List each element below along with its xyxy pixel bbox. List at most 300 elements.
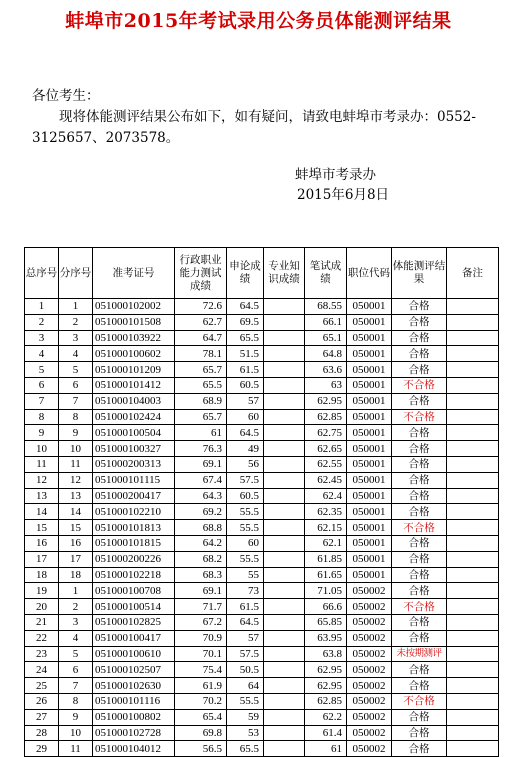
cell-written-score: 66.6 (305, 599, 347, 615)
table-row (25, 456, 499, 472)
cell-professional-score (264, 299, 305, 315)
cell-professional-score (264, 504, 305, 520)
cell-ticket-no: 051000104012 (93, 741, 175, 757)
cell-ticket-no: 051000103922 (93, 330, 175, 346)
cell-essay-score: 57.5 (227, 646, 264, 662)
cell-sub-no: 16 (59, 535, 93, 551)
cell-ticket-no: 051000100327 (93, 441, 175, 457)
cell-position-code: 050002 (347, 678, 392, 694)
table-row (25, 535, 499, 551)
cell-aptitude-score: 69.2 (175, 504, 227, 520)
cell-essay-score: 60 (227, 535, 264, 551)
cell-total-no: 3 (25, 330, 59, 346)
cell-total-no: 21 (25, 614, 59, 630)
cell-total-no: 9 (25, 425, 59, 441)
cell-aptitude-score: 65.4 (175, 709, 227, 725)
table-row (25, 614, 499, 630)
cell-professional-score (264, 377, 305, 393)
cell-professional-score (264, 393, 305, 409)
cell-written-score: 62.95 (305, 662, 347, 678)
cell-sub-no: 12 (59, 472, 93, 488)
table-header-row (25, 248, 499, 299)
cell-fitness-result: 合格 (392, 441, 447, 457)
cell-position-code: 050001 (347, 551, 392, 567)
cell-written-score: 62.45 (305, 472, 347, 488)
table-row (25, 441, 499, 457)
table-row (25, 630, 499, 646)
page-title: 蚌埠市2015年考试录用公务员体能测评结果 (65, 10, 452, 32)
cell-total-no: 13 (25, 488, 59, 504)
cell-fitness-result: 合格 (392, 614, 447, 630)
cell-fitness-result: 合格 (392, 362, 447, 378)
cell-position-code: 050001 (347, 520, 392, 536)
cell-remark (447, 299, 499, 315)
table-row (25, 646, 499, 662)
cell-position-code: 050001 (347, 567, 392, 583)
cell-total-no: 6 (25, 377, 59, 393)
cell-remark (447, 551, 499, 567)
cell-fitness-result: 合格 (392, 346, 447, 362)
cell-written-score: 68.55 (305, 299, 347, 315)
header-sub-no: 分序号 (59, 248, 93, 299)
cell-essay-score: 56 (227, 456, 264, 472)
table-row (25, 346, 499, 362)
cell-sub-no: 14 (59, 504, 93, 520)
cell-written-score: 62.2 (305, 709, 347, 725)
cell-sub-no: 9 (59, 425, 93, 441)
cell-sub-no: 10 (59, 441, 93, 457)
cell-remark (447, 567, 499, 583)
signature (295, 165, 389, 205)
header-fitness-result: 体能测评结果 (392, 248, 447, 299)
cell-fitness-result: 合格 (392, 662, 447, 678)
cell-remark (447, 614, 499, 630)
cell-position-code: 050001 (347, 299, 392, 315)
cell-ticket-no: 051000100514 (93, 599, 175, 615)
cell-remark (447, 709, 499, 725)
cell-ticket-no: 051000100610 (93, 646, 175, 662)
cell-written-score: 65.85 (305, 614, 347, 630)
cell-total-no: 29 (25, 741, 59, 757)
cell-fitness-result: 不合格 (392, 409, 447, 425)
cell-position-code: 050001 (347, 362, 392, 378)
cell-essay-score: 57 (227, 630, 264, 646)
cell-aptitude-score: 65.7 (175, 409, 227, 425)
cell-written-score: 63.95 (305, 630, 347, 646)
cell-remark (447, 599, 499, 615)
cell-professional-score (264, 441, 305, 457)
cell-remark (447, 425, 499, 441)
cell-position-code: 050001 (347, 535, 392, 551)
cell-fitness-result: 不合格 (392, 377, 447, 393)
cell-ticket-no: 051000102630 (93, 678, 175, 694)
cell-fitness-result: 合格 (392, 504, 447, 520)
cell-position-code: 050002 (347, 614, 392, 630)
cell-position-code: 050002 (347, 725, 392, 741)
cell-total-no: 11 (25, 456, 59, 472)
cell-essay-score: 55.5 (227, 504, 264, 520)
cell-remark (447, 314, 499, 330)
cell-position-code: 050002 (347, 599, 392, 615)
table-row (25, 599, 499, 615)
cell-sub-no: 2 (59, 314, 93, 330)
cell-position-code: 050002 (347, 662, 392, 678)
cell-professional-score (264, 599, 305, 615)
cell-professional-score (264, 725, 305, 741)
header-written-score: 笔试成绩 (305, 248, 347, 299)
notice-greeting: 各位考生： (32, 88, 100, 104)
cell-remark (447, 346, 499, 362)
cell-essay-score: 49 (227, 441, 264, 457)
cell-remark (447, 583, 499, 599)
cell-total-no: 22 (25, 630, 59, 646)
cell-remark (447, 377, 499, 393)
cell-ticket-no: 051000100417 (93, 630, 175, 646)
cell-essay-score: 60.5 (227, 488, 264, 504)
cell-ticket-no: 051000104003 (93, 393, 175, 409)
cell-professional-score (264, 709, 305, 725)
table-row (25, 409, 499, 425)
cell-written-score: 62.95 (305, 678, 347, 694)
cell-position-code: 050001 (347, 456, 392, 472)
table-row (25, 330, 499, 346)
cell-written-score: 66.1 (305, 314, 347, 330)
cell-ticket-no: 051000100504 (93, 425, 175, 441)
cell-essay-score: 61.5 (227, 599, 264, 615)
cell-total-no: 2 (25, 314, 59, 330)
cell-essay-score: 73 (227, 583, 264, 599)
results-table (24, 247, 499, 757)
cell-sub-no: 3 (59, 330, 93, 346)
cell-total-no: 18 (25, 567, 59, 583)
cell-position-code: 050001 (347, 393, 392, 409)
cell-sub-no: 5 (59, 646, 93, 662)
cell-aptitude-score: 65.7 (175, 362, 227, 378)
cell-total-no: 19 (25, 583, 59, 599)
cell-position-code: 050001 (347, 488, 392, 504)
cell-essay-score: 60.5 (227, 377, 264, 393)
table-row (25, 472, 499, 488)
cell-aptitude-score: 70.2 (175, 693, 227, 709)
cell-fitness-result: 合格 (392, 299, 447, 315)
cell-aptitude-score: 78.1 (175, 346, 227, 362)
cell-sub-no: 5 (59, 362, 93, 378)
cell-aptitude-score: 70.1 (175, 646, 227, 662)
table-row (25, 583, 499, 599)
cell-ticket-no: 051000102210 (93, 504, 175, 520)
cell-aptitude-score: 67.2 (175, 614, 227, 630)
cell-professional-score (264, 630, 305, 646)
cell-essay-score: 64.5 (227, 299, 264, 315)
table-row (25, 362, 499, 378)
cell-position-code: 050001 (347, 346, 392, 362)
cell-aptitude-score: 76.3 (175, 441, 227, 457)
table-row (25, 725, 499, 741)
cell-remark (447, 441, 499, 457)
cell-professional-score (264, 456, 305, 472)
cell-sub-no: 3 (59, 614, 93, 630)
cell-sub-no: 4 (59, 346, 93, 362)
cell-sub-no: 1 (59, 583, 93, 599)
cell-position-code: 050001 (347, 441, 392, 457)
cell-fitness-result: 不合格 (392, 693, 447, 709)
cell-sub-no: 15 (59, 520, 93, 536)
cell-professional-score (264, 678, 305, 694)
cell-total-no: 1 (25, 299, 59, 315)
cell-fitness-result: 合格 (392, 741, 447, 757)
cell-essay-score: 59 (227, 709, 264, 725)
cell-ticket-no: 051000102002 (93, 299, 175, 315)
cell-written-score: 71.05 (305, 583, 347, 599)
cell-professional-score (264, 693, 305, 709)
cell-written-score: 62.95 (305, 393, 347, 409)
cell-fitness-result: 合格 (392, 725, 447, 741)
cell-ticket-no: 051000101815 (93, 535, 175, 551)
cell-aptitude-score: 64.2 (175, 535, 227, 551)
cell-written-score: 64.8 (305, 346, 347, 362)
cell-sub-no: 7 (59, 678, 93, 694)
cell-essay-score: 69.5 (227, 314, 264, 330)
table-row (25, 693, 499, 709)
cell-professional-score (264, 425, 305, 441)
table-row (25, 425, 499, 441)
header-ticket-no: 准考证号 (93, 248, 175, 299)
cell-written-score: 61 (305, 741, 347, 757)
cell-professional-score (264, 409, 305, 425)
table-row (25, 678, 499, 694)
cell-position-code: 050002 (347, 646, 392, 662)
cell-total-no: 28 (25, 725, 59, 741)
cell-remark (447, 520, 499, 536)
header-total-no: 总序号 (25, 248, 59, 299)
cell-position-code: 050001 (347, 314, 392, 330)
cell-professional-score (264, 488, 305, 504)
cell-position-code: 050001 (347, 377, 392, 393)
table-row (25, 662, 499, 678)
cell-remark (447, 693, 499, 709)
cell-sub-no: 8 (59, 409, 93, 425)
cell-ticket-no: 051000101412 (93, 377, 175, 393)
cell-total-no: 23 (25, 646, 59, 662)
cell-written-score: 62.35 (305, 504, 347, 520)
cell-ticket-no: 051000102825 (93, 614, 175, 630)
cell-essay-score: 55.5 (227, 693, 264, 709)
cell-position-code: 050001 (347, 409, 392, 425)
cell-aptitude-score: 61.9 (175, 678, 227, 694)
table-row (25, 299, 499, 315)
cell-professional-score (264, 472, 305, 488)
cell-remark (447, 678, 499, 694)
cell-position-code: 050002 (347, 741, 392, 757)
cell-essay-score: 57 (227, 393, 264, 409)
header-aptitude-score: 行政职业能力测试成绩 (175, 248, 227, 299)
cell-aptitude-score: 72.6 (175, 299, 227, 315)
cell-total-no: 15 (25, 520, 59, 536)
cell-remark (447, 741, 499, 757)
cell-fitness-result: 合格 (392, 472, 447, 488)
cell-aptitude-score: 64.7 (175, 330, 227, 346)
cell-total-no: 20 (25, 599, 59, 615)
cell-remark (447, 630, 499, 646)
cell-professional-score (264, 520, 305, 536)
cell-total-no: 24 (25, 662, 59, 678)
table-row (25, 393, 499, 409)
cell-fitness-result: 合格 (392, 425, 447, 441)
cell-aptitude-score: 68.2 (175, 551, 227, 567)
cell-fitness-result: 合格 (392, 583, 447, 599)
cell-total-no: 16 (25, 535, 59, 551)
cell-professional-score (264, 662, 305, 678)
cell-aptitude-score: 69.1 (175, 583, 227, 599)
cell-remark (447, 362, 499, 378)
cell-sub-no: 4 (59, 630, 93, 646)
cell-essay-score: 65.5 (227, 741, 264, 757)
cell-total-no: 25 (25, 678, 59, 694)
cell-essay-score: 50.5 (227, 662, 264, 678)
cell-remark (447, 456, 499, 472)
cell-position-code: 050002 (347, 583, 392, 599)
cell-sub-no: 9 (59, 709, 93, 725)
cell-fitness-result: 不合格 (392, 599, 447, 615)
cell-total-no: 10 (25, 441, 59, 457)
cell-essay-score: 61.5 (227, 362, 264, 378)
cell-fitness-result: 合格 (392, 567, 447, 583)
notice-body: 现将体能测评结果公布如下，如有疑问，请致电蚌埠市考录办：0552-3125657、2073578。 (32, 109, 476, 146)
cell-ticket-no: 051000102424 (93, 409, 175, 425)
cell-sub-no: 1 (59, 299, 93, 315)
cell-fitness-result: 合格 (392, 678, 447, 694)
cell-aptitude-score: 64.3 (175, 488, 227, 504)
cell-remark (447, 535, 499, 551)
cell-ticket-no: 051000200313 (93, 456, 175, 472)
cell-remark (447, 488, 499, 504)
cell-ticket-no: 051000101115 (93, 472, 175, 488)
cell-professional-score (264, 646, 305, 662)
cell-fitness-result: 合格 (392, 330, 447, 346)
cell-written-score: 62.85 (305, 409, 347, 425)
cell-aptitude-score: 67.4 (175, 472, 227, 488)
cell-sub-no: 7 (59, 393, 93, 409)
cell-written-score: 61.4 (305, 725, 347, 741)
cell-aptitude-score: 69.1 (175, 456, 227, 472)
cell-total-no: 17 (25, 551, 59, 567)
table-row (25, 504, 499, 520)
cell-written-score: 62.85 (305, 693, 347, 709)
cell-written-score: 65.1 (305, 330, 347, 346)
cell-sub-no: 10 (59, 725, 93, 741)
cell-ticket-no: 051000200226 (93, 551, 175, 567)
cell-remark (447, 504, 499, 520)
cell-aptitude-score: 61 (175, 425, 227, 441)
cell-position-code: 050002 (347, 709, 392, 725)
cell-professional-score (264, 535, 305, 551)
cell-written-score: 63.6 (305, 362, 347, 378)
header-essay-score: 申论成绩 (227, 248, 264, 299)
cell-sub-no: 13 (59, 488, 93, 504)
cell-professional-score (264, 346, 305, 362)
cell-sub-no: 2 (59, 599, 93, 615)
cell-aptitude-score: 68.3 (175, 567, 227, 583)
cell-fitness-result: 合格 (392, 488, 447, 504)
cell-ticket-no: 051000102218 (93, 567, 175, 583)
cell-essay-score: 55 (227, 567, 264, 583)
cell-fitness-result: 合格 (392, 535, 447, 551)
cell-essay-score: 53 (227, 725, 264, 741)
cell-written-score: 61.65 (305, 567, 347, 583)
cell-position-code: 050002 (347, 693, 392, 709)
cell-remark (447, 330, 499, 346)
cell-fitness-result: 合格 (392, 456, 447, 472)
signature-org: 蚌埠市考录办 (295, 167, 376, 183)
cell-aptitude-score: 69.8 (175, 725, 227, 741)
cell-position-code: 050001 (347, 330, 392, 346)
cell-essay-score: 60 (227, 409, 264, 425)
cell-professional-score (264, 314, 305, 330)
cell-essay-score: 57.5 (227, 472, 264, 488)
cell-fitness-result: 合格 (392, 709, 447, 725)
cell-written-score: 63 (305, 377, 347, 393)
cell-aptitude-score: 68.9 (175, 393, 227, 409)
cell-fitness-result: 合格 (392, 630, 447, 646)
cell-remark (447, 646, 499, 662)
cell-ticket-no: 051000100708 (93, 583, 175, 599)
cell-total-no: 7 (25, 393, 59, 409)
cell-ticket-no: 051000101813 (93, 520, 175, 536)
table-row (25, 551, 499, 567)
table-row (25, 520, 499, 536)
cell-fitness-result: 合格 (392, 314, 447, 330)
cell-essay-score: 65.5 (227, 330, 264, 346)
cell-total-no: 12 (25, 472, 59, 488)
cell-remark (447, 662, 499, 678)
cell-remark (447, 393, 499, 409)
cell-professional-score (264, 362, 305, 378)
signature-date: 2015年6月8日 (297, 187, 390, 203)
cell-written-score: 62.65 (305, 441, 347, 457)
cell-remark (447, 409, 499, 425)
cell-ticket-no: 051000200417 (93, 488, 175, 504)
cell-essay-score: 64.5 (227, 425, 264, 441)
cell-remark (447, 725, 499, 741)
cell-fitness-result: 合格 (392, 551, 447, 567)
cell-sub-no: 6 (59, 662, 93, 678)
cell-sub-no: 11 (59, 456, 93, 472)
cell-essay-score: 64.5 (227, 614, 264, 630)
cell-sub-no: 8 (59, 693, 93, 709)
cell-fitness-result: 未按期测评 (392, 646, 447, 662)
cell-position-code: 050001 (347, 504, 392, 520)
cell-written-score: 62.1 (305, 535, 347, 551)
cell-total-no: 8 (25, 409, 59, 425)
cell-aptitude-score: 75.4 (175, 662, 227, 678)
cell-written-score: 61.85 (305, 551, 347, 567)
cell-aptitude-score: 68.8 (175, 520, 227, 536)
header-position-code: 职位代码 (347, 248, 392, 299)
cell-essay-score: 55.5 (227, 551, 264, 567)
cell-essay-score: 51.5 (227, 346, 264, 362)
cell-sub-no: 18 (59, 567, 93, 583)
cell-ticket-no: 051000100602 (93, 346, 175, 362)
cell-professional-score (264, 567, 305, 583)
cell-remark (447, 472, 499, 488)
table-row (25, 741, 499, 757)
cell-written-score: 62.4 (305, 488, 347, 504)
cell-aptitude-score: 70.9 (175, 630, 227, 646)
cell-aptitude-score: 71.7 (175, 599, 227, 615)
cell-ticket-no: 051000101116 (93, 693, 175, 709)
cell-written-score: 62.15 (305, 520, 347, 536)
cell-professional-score (264, 741, 305, 757)
